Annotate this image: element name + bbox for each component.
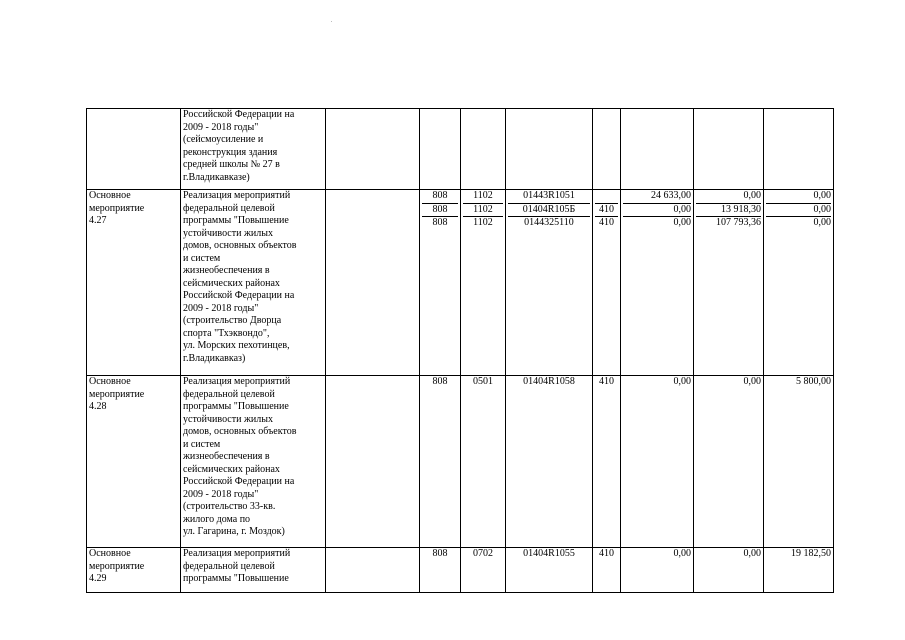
year2-amount: 107 793,36 [716,217,761,228]
table-row [87,376,834,548]
year3-amount: 0,00 [766,204,831,218]
csr-cell [506,190,593,376]
grbs-value: 808 [432,217,448,228]
year2-amount: 0,00 [694,376,764,548]
measure-description: Реализация мероприятий федеральной целевой программы "Повышение [181,548,326,593]
rzpr-cell [461,109,506,190]
table-row [87,548,834,593]
vr-cell [593,190,621,376]
measure-label [87,109,181,190]
vr-value: 410 [599,217,614,228]
grbs-cell: 808 [420,548,461,593]
year1-amount: 0,00 [623,204,691,218]
measure-description: Реализация мероприятий федеральной целевой программы "Повышение устойчивости жилых домов, основных объектов и систем жизнеобеспечения в сейсмических районах Российской Федерации на 2009 - 2018 годы" (строительство 33-кв. жилого дома по ул. Гагарина, г. Моздок) [181,376,326,548]
rzpr-cell [461,190,506,376]
csr-cell [506,109,593,190]
year1-amount: 0,00 [621,376,694,548]
measure-label: Основное мероприятие 4.29 [87,548,181,593]
year2-amount: 13 918,30 [696,204,761,218]
rzpr-value: 1102 [463,204,503,218]
year3-amount: 0,00 [813,217,831,228]
grbs-cell [420,190,461,376]
empty-cell [326,190,420,376]
year3-cell [764,109,834,190]
measure-label: Основное мероприятие 4.27 [87,190,181,376]
grbs-value: 808 [422,190,458,204]
year3-amount: 0,00 [766,190,831,204]
vr-value: 410 [595,204,618,218]
measure-description: Российской Федерации на 2009 - 2018 годы" (сейсмоусиление и реконструкция здания средней школы № 27 в г.Владикавказе) [181,109,326,190]
vr-cell [593,109,621,190]
vr-cell: 410 [593,376,621,548]
year3-cell [764,190,834,376]
rzpr-value: 1102 [473,217,493,228]
year1-cell [621,109,694,190]
rzpr-cell: 0501 [461,376,506,548]
csr-cell: 01404R1058 [506,376,593,548]
budget-table [86,108,834,593]
vr-cell: 410 [593,548,621,593]
csr-value: 01404R105Б [508,204,590,218]
empty-cell [326,548,420,593]
csr-value: 0144325110 [524,217,574,228]
measure-label: Основное мероприятие 4.28 [87,376,181,548]
year1-amount: 0,00 [673,217,691,228]
grbs-cell: 808 [420,376,461,548]
year1-amount: 24 633,00 [623,190,691,204]
csr-value: 01443R1051 [508,190,590,204]
year2-amount: 0,00 [696,190,761,204]
year2-cell [694,190,764,376]
year1-cell [621,190,694,376]
measure-description: Реализация мероприятий федеральной целевой программы "Повышение устойчивости жилых домов, основных объектов и систем жизнеобеспечения в сейсмических районах Российской Федерации на 2009 - 2018 годы" (строительство Дворца спорта "Тхэквондо", ул. Морских пехотинцев, г.Владикавказ) [181,190,326,376]
table-row [87,190,834,376]
year2-amount: 0,00 [694,548,764,593]
rzpr-cell: 0702 [461,548,506,593]
csr-cell: 01404R1055 [506,548,593,593]
year3-amount: 19 182,50 [764,548,834,593]
grbs-cell [420,109,461,190]
year3-amount: 5 800,00 [764,376,834,548]
table-row [87,109,834,190]
year1-amount: 0,00 [621,548,694,593]
year2-cell [694,109,764,190]
empty-cell [326,109,420,190]
grbs-value: 808 [422,204,458,218]
empty-cell [326,376,420,548]
vr-value [595,190,618,204]
scan-speck [331,21,332,22]
rzpr-value: 1102 [463,190,503,204]
